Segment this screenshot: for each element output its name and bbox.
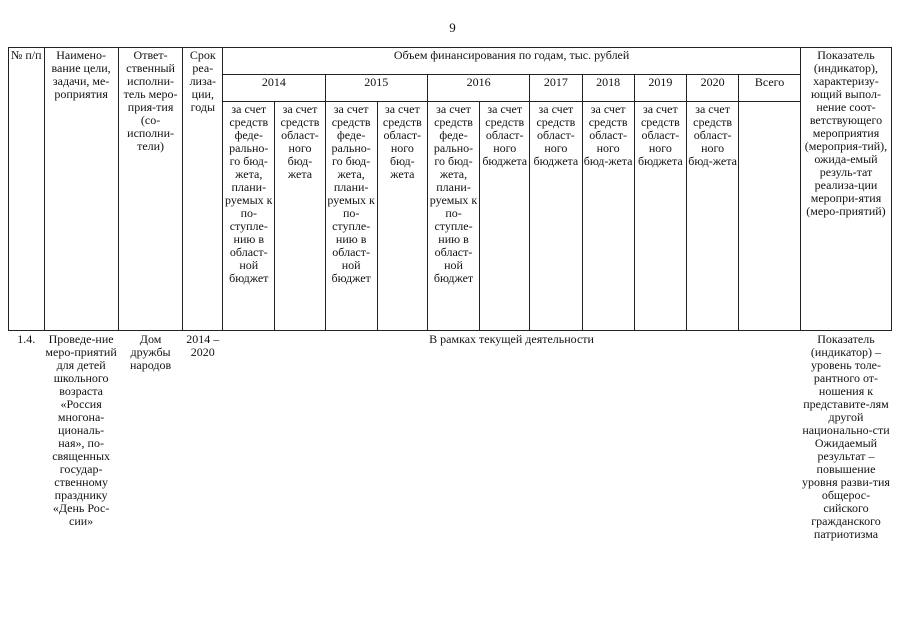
header-responsible: Ответ-ственный исполни-тель меро-прия-тия (со-исполни-тели): [118, 48, 183, 331]
header-2018-regional: за счет средств област-ного бюд-жета: [582, 102, 634, 331]
header-term: Срок реа-лиза-ции, годы: [183, 48, 223, 331]
header-year-2020: 2020: [686, 75, 738, 102]
header-year-2018: 2018: [582, 75, 634, 102]
header-year-2015: 2015: [325, 75, 427, 102]
header-total: Всего: [739, 75, 801, 102]
header-2019-regional: за счет средств област-ного бюджета: [634, 102, 686, 331]
row-name: Проведе-ние меро-приятий для детей школьного возраста «Россия многона-циональ-ная», по-священных государ-ственному празднику «День Рос-сии»: [45, 332, 117, 528]
header-2015-federal: за счет средств феде-рально-го бюд-жета, плани-руемых к по-ступле-нию в област-ной бюджет: [325, 102, 377, 331]
page-number: 9: [449, 20, 456, 35]
header-2017-regional: за счет средств област-ного бюджета: [530, 102, 582, 331]
table-row: [9, 331, 892, 544]
header-name: Наимено-вание цели, задачи, ме-роприятия: [44, 48, 118, 331]
header-num: № п/п: [9, 48, 45, 331]
header-financing: Объем финансирования по годам, тыс. рублей: [223, 48, 801, 75]
financing-table: [8, 47, 892, 543]
header-year-2019: 2019: [634, 75, 686, 102]
header-year-2014: 2014: [223, 75, 325, 102]
header-2016-regional: за счет средств област-ного бюджета: [480, 102, 530, 331]
header-2014-regional: за счет средств област-ного бюд-жета: [275, 102, 325, 331]
row-responsible: Дом дружбы народов: [129, 332, 172, 372]
row-indicator: Показатель (индикатор) – уровень толе-рантного от-ношения к представите-лям другой национально-сти Ожидаемый результат – повышение уровня разви-тия общерос-сийского гражданского патриотизма: [802, 332, 890, 541]
header-2020-regional: за счет средств област-ного бюд-жета: [686, 102, 738, 331]
header-total-empty: [739, 102, 801, 331]
row-num: 1.4.: [17, 332, 36, 346]
header-2014-federal: за счет средств феде-рально-го бюд-жета, плани-руемых к по-ступле-нию в област-ной бюджет: [223, 102, 275, 331]
header-2016-federal: за счет средств феде-рально-го бюд-жета, плани-руемых к по-ступле-нию в област-ной бюджет: [427, 102, 479, 331]
header-indicator: Показатель (индикатор), характеризу-ющий выпол-нение соот-ветствующего мероприятия (мероприя-тий), ожида-емый резуль-тат реализа-ции меропри-ятия (меро-приятий): [800, 48, 891, 331]
header-year-2016: 2016: [427, 75, 529, 102]
row-term: 2014 – 2020: [186, 332, 220, 359]
header-year-2017: 2017: [530, 75, 582, 102]
row-financing: В рамках текущей деятельности: [429, 332, 594, 346]
header-2015-regional: за счет средств област-ного бюд-жета: [377, 102, 427, 331]
